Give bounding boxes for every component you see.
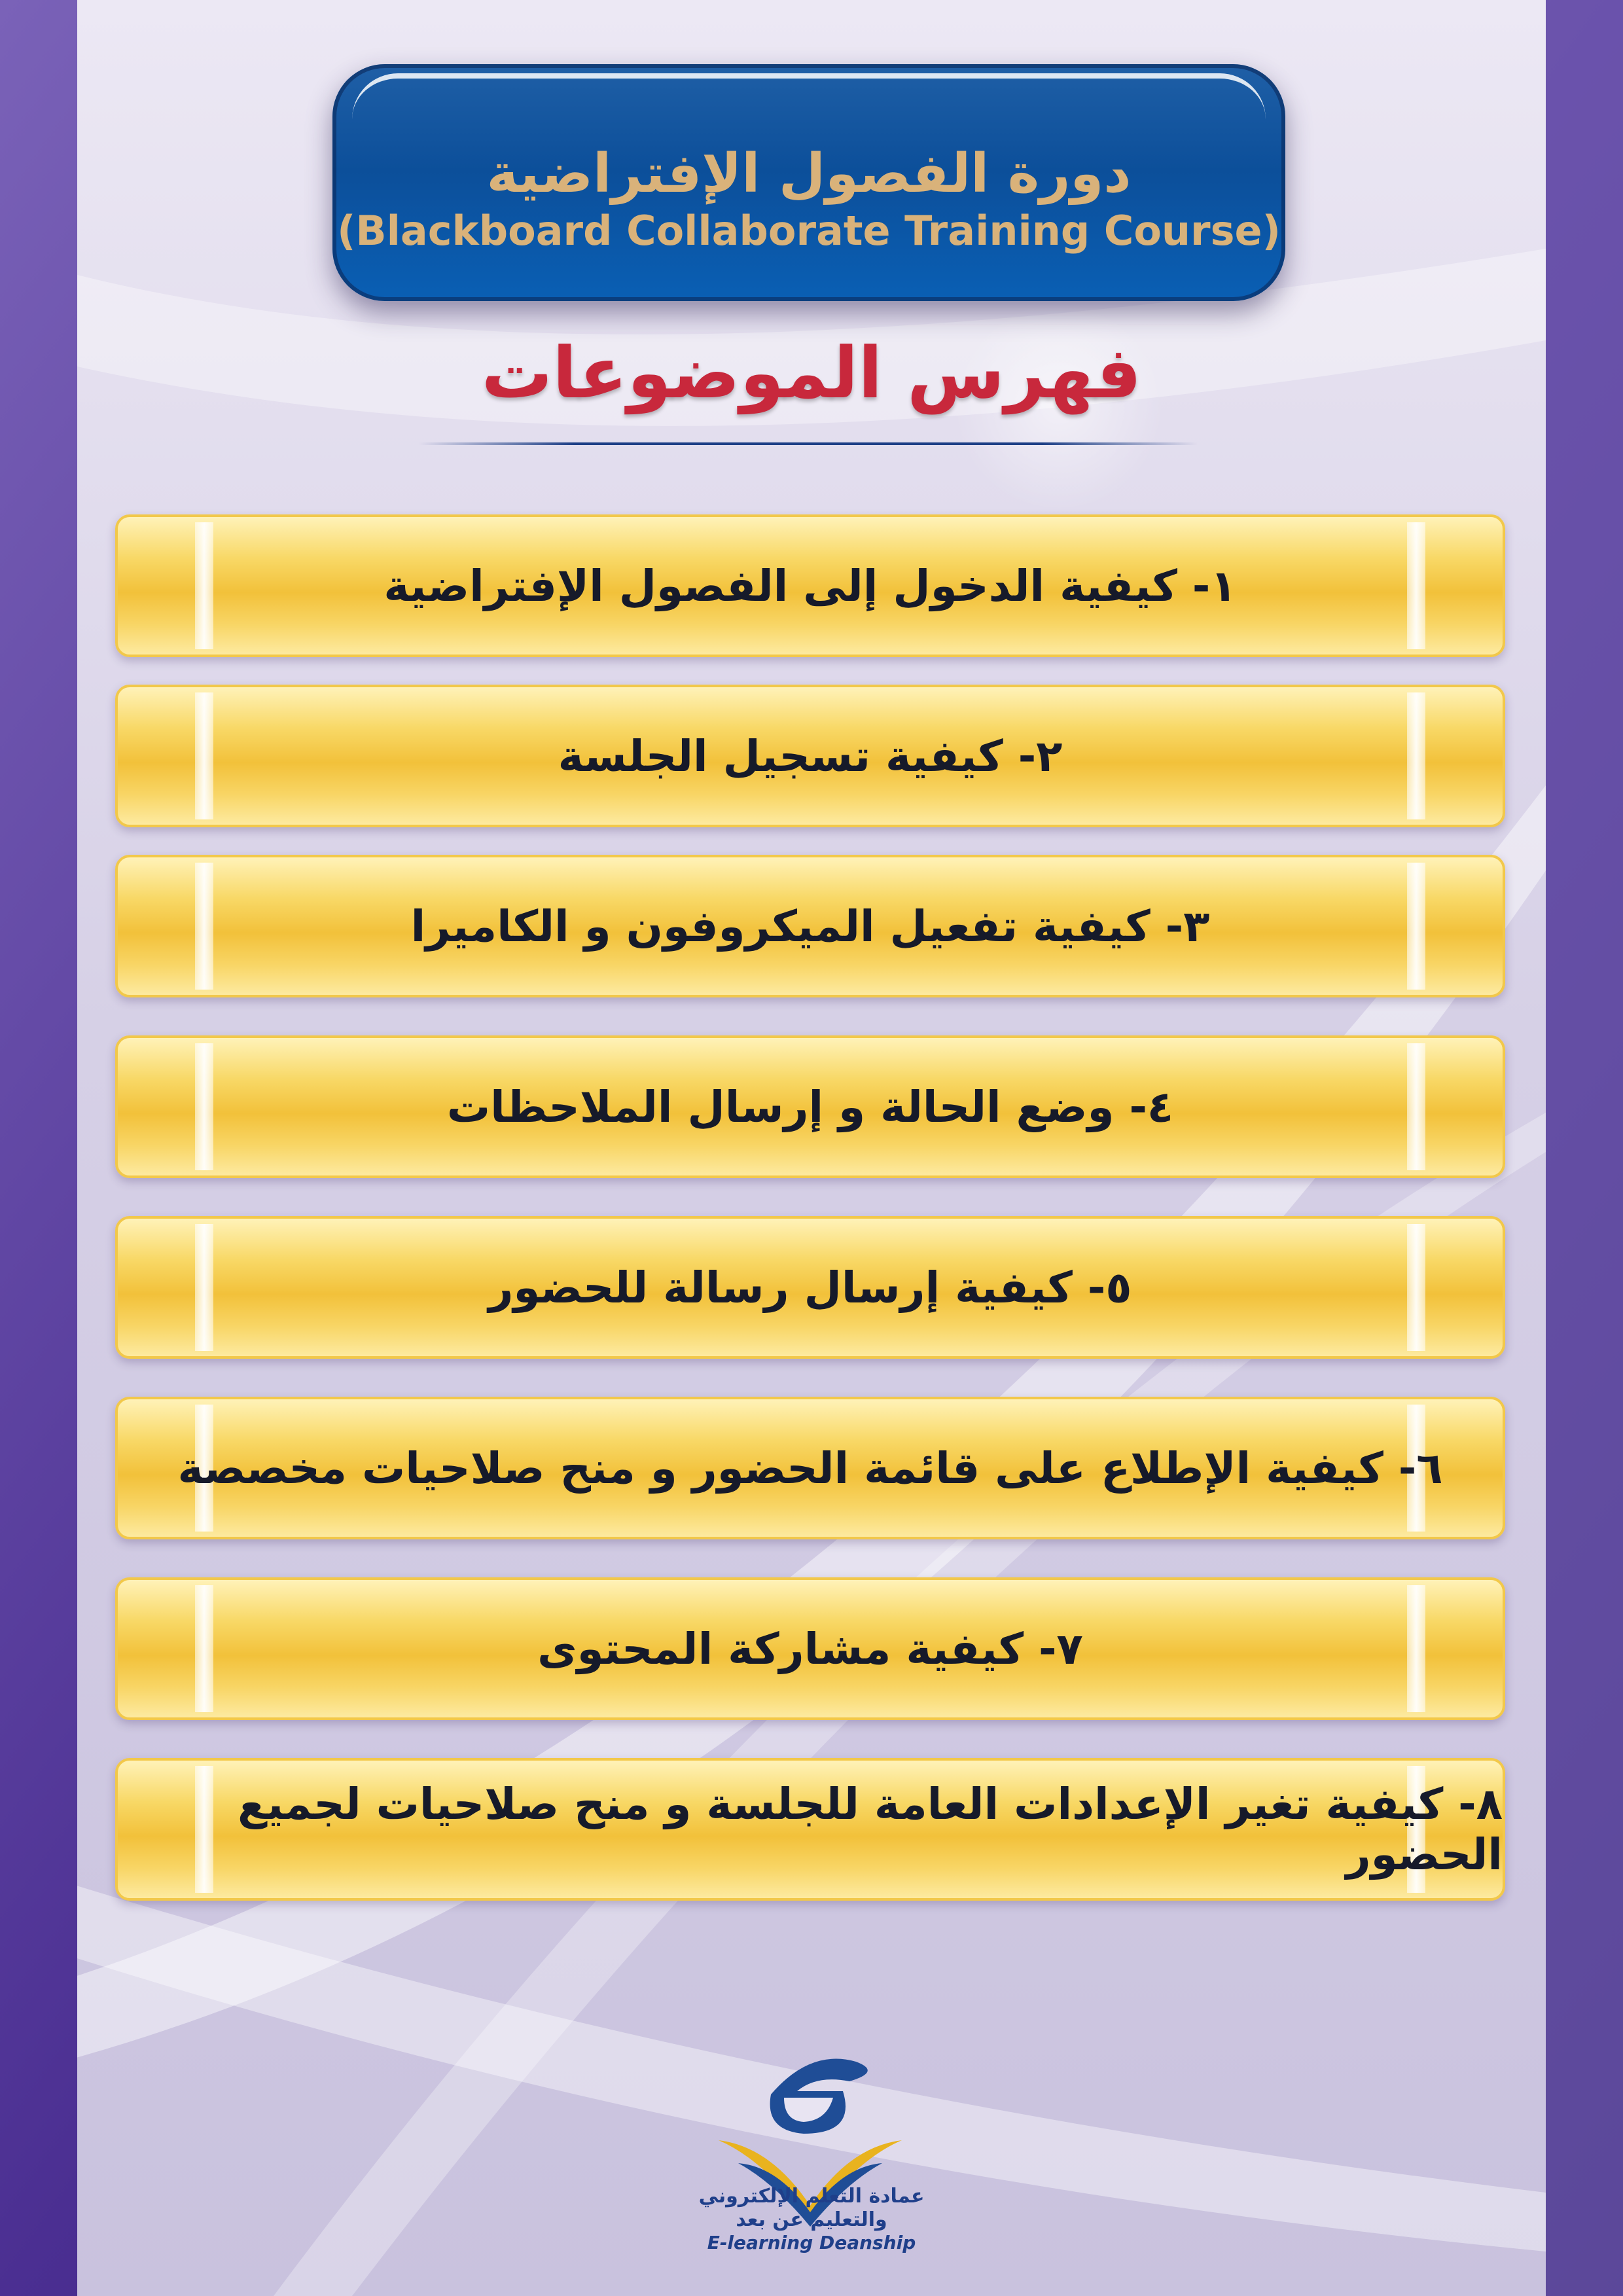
topic-label: ٧- كيفية مشاركة المحتوى bbox=[537, 1623, 1083, 1674]
topic-item-7[interactable] bbox=[115, 1577, 1505, 1720]
course-title-english: (Blackboard Collaborate Training Course) bbox=[337, 207, 1281, 255]
topic-label: ١- كيفية الدخول إلى الفصول الإفتراضية bbox=[383, 560, 1237, 611]
topic-label: ٨- كيفية تغير الإعدادات العامة للجلسة و منح صلاحيات لجميع الحضور bbox=[238, 1779, 1503, 1880]
topic-item-6[interactable] bbox=[115, 1397, 1505, 1539]
table-of-contents-title: فهرس الموضوعات bbox=[481, 332, 1142, 414]
topic-label: ٥- كيفية إرسال رسالة للحضور bbox=[488, 1262, 1132, 1313]
topic-label: ٢- كيفية تسجيل الجلسة bbox=[558, 730, 1063, 781]
topic-label: ٦- كيفية الإطلاع على قائمة الحضور و منح صلاحيات مخصصة bbox=[177, 1443, 1443, 1494]
title-banner bbox=[332, 64, 1285, 301]
topic-item-4[interactable] bbox=[115, 1035, 1505, 1178]
topic-item-3[interactable] bbox=[115, 855, 1505, 997]
footer-deanship-english: E-learning Deanship bbox=[707, 2232, 916, 2253]
topic-item-5[interactable] bbox=[115, 1216, 1505, 1359]
topic-label: ٣- كيفية تفعيل الميكروفون و الكاميرا bbox=[410, 901, 1210, 952]
topic-label: ٤- وضع الحالة و إرسال الملاحظات bbox=[446, 1081, 1174, 1132]
topic-item-8[interactable] bbox=[115, 1758, 1505, 1901]
footer-deanship-arabic: عمادة التعلم الإلكتروني bbox=[698, 2185, 925, 2208]
topic-item-1[interactable] bbox=[115, 514, 1505, 657]
topic-item-2[interactable] bbox=[115, 685, 1505, 827]
footer-distance-learning-arabic: والتعليم عن بعد bbox=[736, 2208, 887, 2231]
course-title-arabic: دورة الفصول الإفتراضية bbox=[486, 143, 1132, 205]
banner-gloss bbox=[352, 73, 1266, 131]
page-panel bbox=[77, 0, 1546, 2296]
title-divider bbox=[419, 442, 1198, 445]
